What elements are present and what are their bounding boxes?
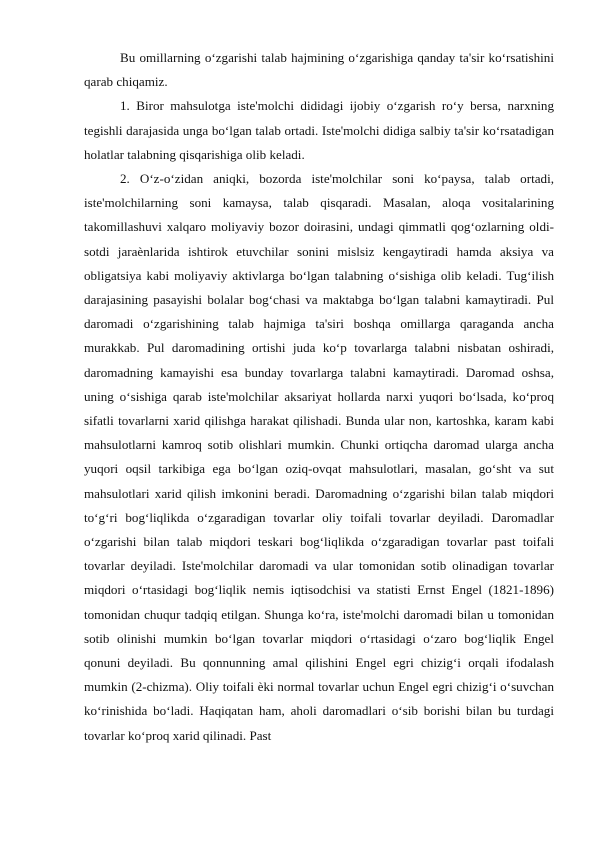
paragraph-point-2: 2. O‘z-o‘zidan aniqki, bozorda iste'molchilar soni ko‘paysa, talab ortadi, iste'molchilarning soni kamaysa, talab qisqaradi. Masalan, aloqa vositalarining takomillashuvi xalqaro moliyaviy bozor doirasini, undagi qimmatli qog‘ozlarning oldi-sotdi jaraènlarida ishtirok etuvchilar sonini mislsiz kengaytiradi hamda aksiya va obligatsiya kabi moliyaviy aktivlarga bo‘lgan talabning o‘sishiga olib keladi. Tug‘ilish darajasining pasayishi bolalar bog‘chasi va maktabga bo‘lgan talabni kamaytiradi. Pul daromadi o‘zgarishining talab hajmiga ta'siri boshqa omillarga qaraganda ancha murakkab. Pul daromadining ortishi juda ko‘p tovarlarga talabni nisbatan oshiradi, daromadning kamayishi esa bunday tovarlarga talabni kamaytiradi. Daromad oshsa, uning o‘sishiga qarab iste'molchilar aksariyat hollarda narxi yuqori bo‘lsada, ko‘proq sifatli tovarlarni xarid qilishga harakat qilishadi. Bunda ular non, kartoshka, karam kabi mahsulotlarni kamroq sotib olishlari mumkin. Chunki ortiqcha daromad ularga ancha yuqori oqsil tarkibiga ega bo‘lgan oziq-ovqat mahsulotlari, masalan, go‘sht va sut mahsulotlari xarid qilish imkonini beradi. Daromadning o‘zgarishi bilan talab miqdori to‘g‘ri bog‘liqlikda o‘zgaradigan tovarlar oliy toifali tovarlar deyiladi. Daromadlar o‘zgarishi bilan talab miqdori teskari bog‘liqlikda o‘zgaradigan tovarlar past toifali tovarlar deyiladi. Iste'molchilar daromadi va ular tomonidan sotib olinadigan tovarlar miqdori o‘rtasidagi bog‘liqlik nemis iqtisodchisi va statisti Ernst Engel (1821-1896) tomonidan chuqur tadqiq etilgan. Shunga ko‘ra, iste'molchi daromadi bilan u tomonidan sotib olinishi mumkin bo‘lgan tovarlar miqdori o‘rtasidagi o‘zaro bog‘liqlik Engel qonuni deyiladi. Bu qonnunning amal qilishini Engel egri chizig‘i orqali ifodalash mumkin (2-chizma). Oliy toifali èki normal tovarlar uchun Engel egri chizig‘i o‘suvchan ko‘rinishida bo‘ladi. Haqiqatan ham, aholi daromadlari o‘sib borishi bilan bu turdagi tovarlar ko‘proq xarid qilinadi. Past <box>84 171 554 743</box>
paragraph-intro: Bu omillarning o‘zgarishi talab hajmining o‘zgarishiga qanday ta'sir ko‘rsatishini qarab chiqamiz. <box>84 50 554 90</box>
document-page <box>84 46 554 748</box>
paragraph-point-1: 1. Biror mahsulotga iste'molchi dididagi ijobiy o‘zgarish ro‘y bersa, narxning tegishli darajasida unga bo‘lgan talab ortadi. Iste'molchi didiga salbiy ta'sir ko‘rsatadigan holatlar talabning qisqarishiga olib keladi. <box>84 98 554 162</box>
